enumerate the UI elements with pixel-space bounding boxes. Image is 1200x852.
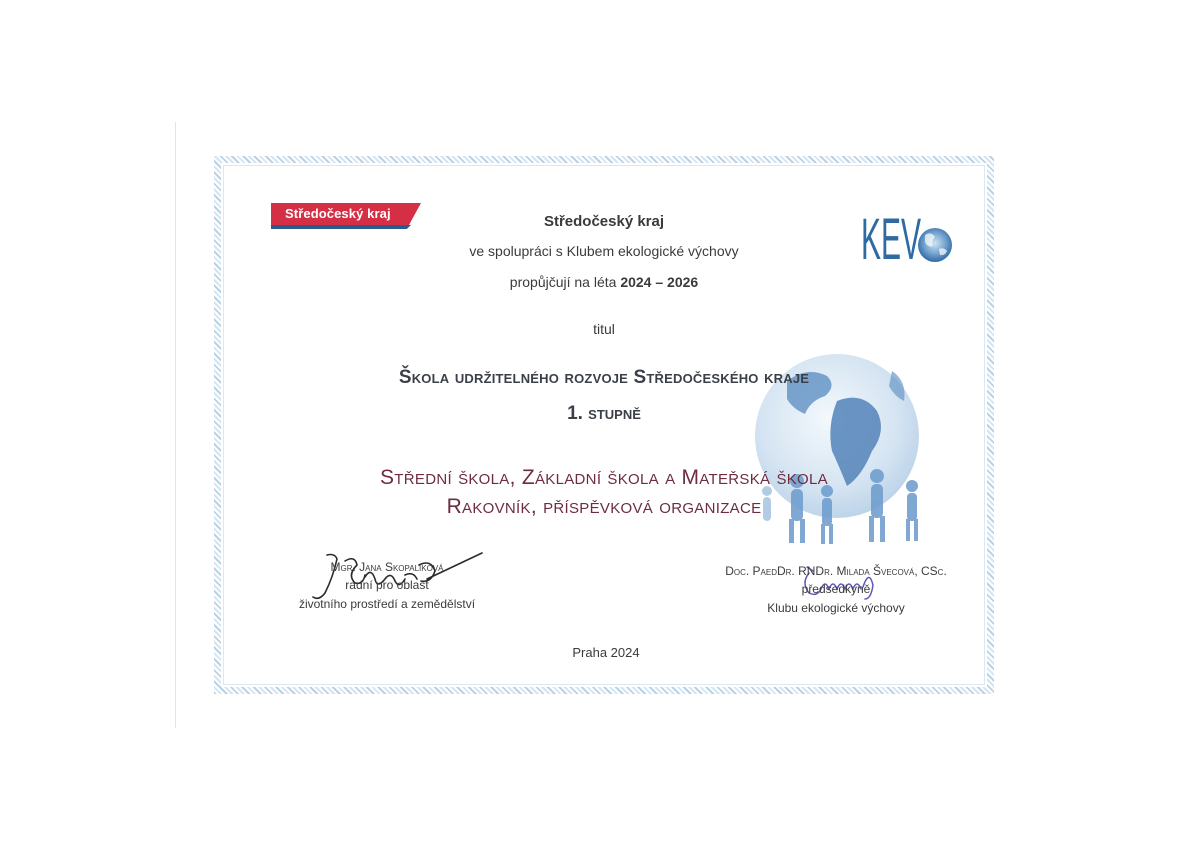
title-label: titul <box>593 321 615 337</box>
signer-left-name: Mgr. Jana Skopalíková <box>330 560 444 574</box>
scan-edge-line <box>175 122 176 728</box>
grant-years: 2024 – 2026 <box>620 274 699 290</box>
school-name-line1: Střední škola, Základní škola a Mateřská škola <box>380 466 828 489</box>
certificate <box>214 156 994 694</box>
cooperation-text: ve spolupráci s Klubem ekologické výchovy <box>469 243 739 259</box>
signer-right-name: Doc. PaedDr. RNDr. Milada Švecová, CSc. <box>725 564 947 578</box>
place-date: Praha 2024 <box>572 645 640 660</box>
signer-left-role-1: radní pro oblast <box>345 578 429 592</box>
grant-text <box>221 274 987 290</box>
signer-left <box>277 559 497 614</box>
signer-right-role-2: Klubu ekologické výchovy <box>767 601 905 615</box>
award-title-line1: Škola udržitelného rozvoje Středočeského kraje <box>398 367 810 388</box>
school-name-line2: Rakovník, příspěvková organizace <box>446 495 762 518</box>
award-title-line2: 1. stupně <box>567 403 641 424</box>
kev-logo <box>859 193 959 273</box>
grant-prefix: propůjčují na léta <box>509 274 621 290</box>
signer-right <box>691 563 981 618</box>
logo-left-text: Středočeský kraj <box>285 206 391 221</box>
signer-right-role-1: předsedkyně <box>801 582 871 596</box>
kev-logo-text: KEV <box>861 207 922 272</box>
signer-left-role-2: životního prostředí a zemědělství <box>298 597 476 611</box>
issuer-text: Středočeský kraj <box>543 213 665 230</box>
